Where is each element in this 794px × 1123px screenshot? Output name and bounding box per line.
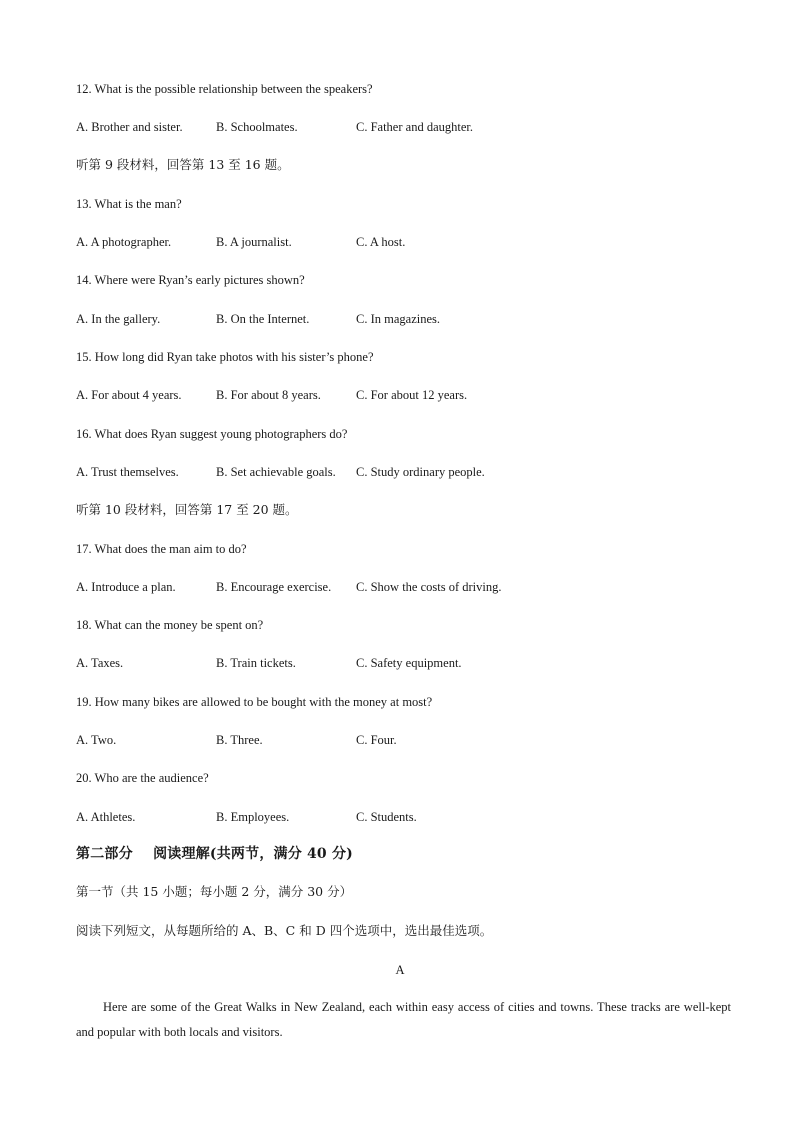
question-12-option-b: B. Schoolmates. [216,120,298,134]
question-15-option-a: A. For about 4 years. [76,388,182,402]
question-12-option-c: C. Father and daughter. [356,120,473,134]
section-one-heading: 第一节（共 15 小题；每小题 2 分，满分 30 分） [76,884,353,899]
question-15-stem: 15. How long did Ryan take photos with his sister’s phone? [76,350,374,364]
part-two-heading: 第二部分 阅读理解(共两节，满分 40 分) [76,846,353,862]
question-19-stem: 19. How many bikes are allowed to be bought with the money at most? [76,695,433,709]
question-16-option-a: A. Trust themselves. [76,465,179,479]
question-19-option-c: C. Four. [356,733,397,747]
question-17-stem: 17. What does the man aim to do? [76,542,247,556]
material-9-instruction: 听第 9 段材料，回答第 13 至 16 题。 [76,157,290,172]
question-13-option-b: B. A journalist. [216,235,292,249]
question-17-option-b: B. Encourage exercise. [216,580,332,594]
question-20-stem: 20. Who are the audience? [76,771,209,785]
passage-paragraph: Here are some of the Great Walks in New Zealand, each within easy access of cities and towns. These tracks are well-kept and popular with both locals and visitors. [76,1000,731,1039]
question-19-option-a: A. Two. [76,733,117,747]
question-14-option-a: A. In the gallery. [76,312,161,326]
question-13-option-a: A. A photographer. [76,235,172,249]
question-18-option-a: A. Taxes. [76,656,124,670]
question-13-stem: 13. What is the man? [76,197,182,211]
question-18-option-b: B. Train tickets. [216,656,296,670]
question-14-stem: 14. Where were Ryan’s early pictures shown? [76,273,305,287]
question-18-stem: 18. What can the money be spent on? [76,618,264,632]
material-10-instruction: 听第 10 段材料，回答第 17 至 20 题。 [76,502,298,517]
question-20-option-c: C. Students. [356,810,417,824]
passage-label: A [395,963,405,977]
question-16-option-c: C. Study ordinary people. [356,465,485,479]
question-15-option-c: C. For about 12 years. [356,388,468,402]
question-18-option-c: C. Safety equipment. [356,656,462,670]
question-19-option-b: B. Three. [216,733,263,747]
question-14-option-b: B. On the Internet. [216,312,310,326]
question-20-option-a: A. Athletes. [76,810,136,824]
question-20-option-b: B. Employees. [216,810,290,824]
reading-directions: 阅读下列短文，从每题所给的 A、B、C 和 D 四个选项中，选出最佳选项。 [76,923,493,938]
question-12-stem: 12. What is the possible relationship between the speakers? [76,82,373,96]
question-16-stem: 16. What does Ryan suggest young photographers do? [76,427,348,441]
question-17-option-c: C. Show the costs of driving. [356,580,502,594]
question-15-option-b: B. For about 8 years. [216,388,321,402]
question-16-option-b: B. Set achievable goals. [216,465,336,479]
question-14-option-c: C. In magazines. [356,312,441,326]
question-12-option-a: A. Brother and sister. [76,120,183,134]
question-13-option-c: C. A host. [356,235,406,249]
question-17-option-a: A. Introduce a plan. [76,580,176,594]
